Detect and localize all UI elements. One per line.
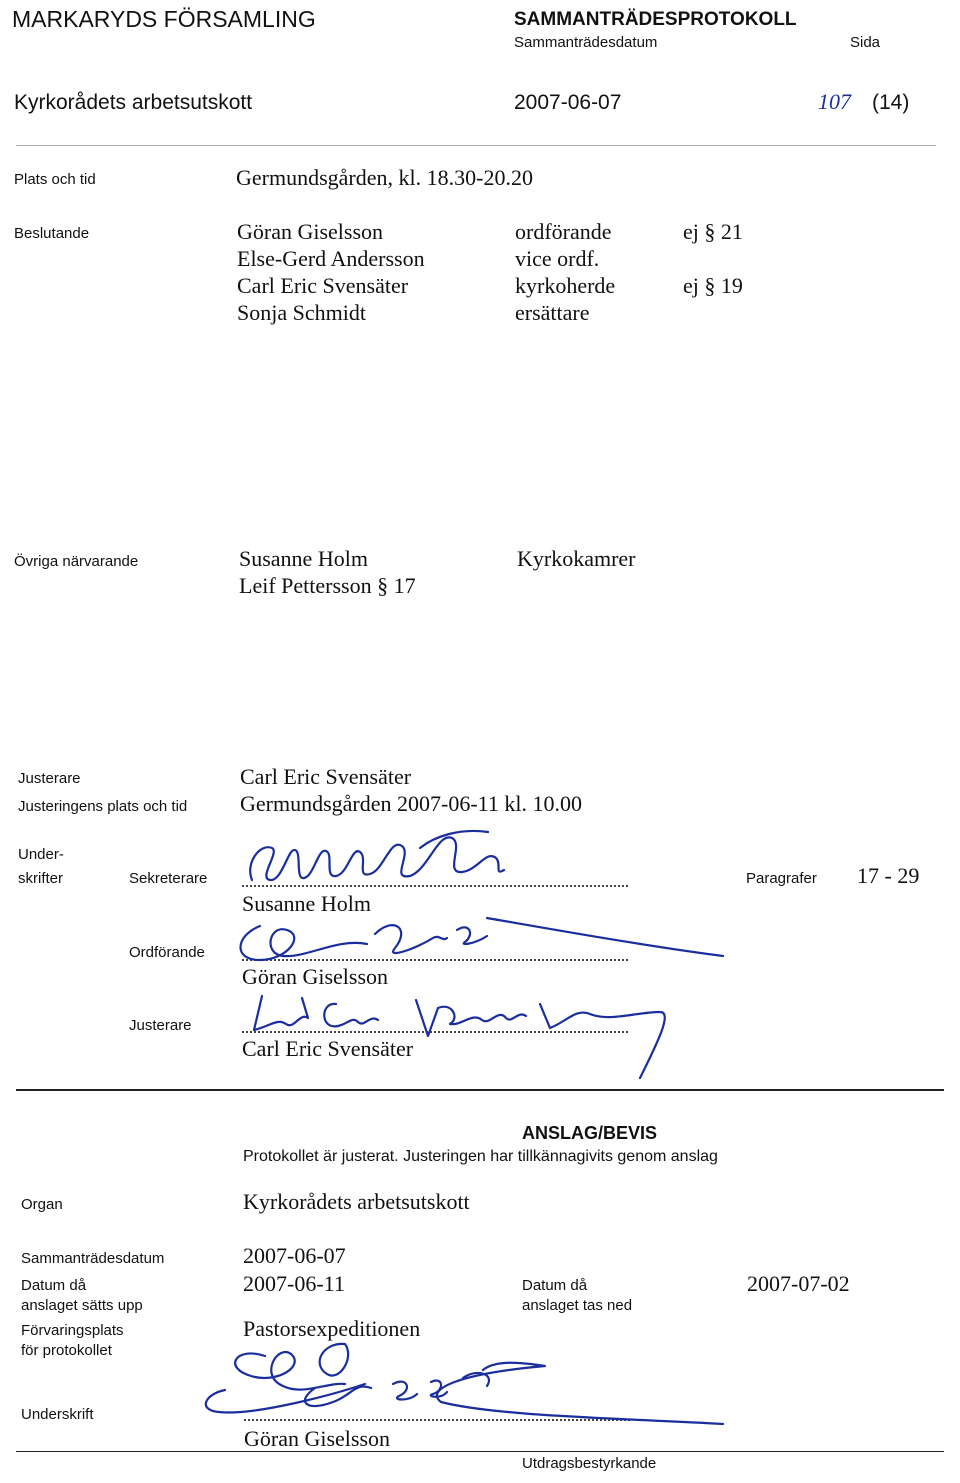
header-divider xyxy=(16,145,936,146)
underskrift-name: Göran Giselsson xyxy=(244,1426,391,1451)
forvaring-label-2: för protokollet xyxy=(21,1342,112,1359)
plats-value: Germundsgården, kl. 18.30-20.20 xyxy=(236,165,533,190)
anslag-upp-value: 2007-06-11 xyxy=(243,1271,345,1296)
underskrifter-label-2: skrifter xyxy=(18,870,63,887)
body-name: Kyrkorådets arbetsutskott xyxy=(14,91,253,114)
justerare-signature xyxy=(240,978,680,1078)
justering-place-label: Justeringens plats och tid xyxy=(18,798,188,815)
utdrag-label: Utdragsbestyrkande xyxy=(522,1455,657,1472)
page-total: (14) xyxy=(872,91,910,114)
anslag-ned-value: 2007-07-02 xyxy=(747,1271,850,1296)
member-role: kyrkoherde xyxy=(515,273,616,298)
organ-label: Organ xyxy=(21,1196,63,1213)
anslag-ned-label-1: Datum då xyxy=(522,1277,588,1294)
member-name: Sonja Schmidt xyxy=(237,300,366,325)
justering-place-value: Germundsgården 2007-06-11 kl. 10.00 xyxy=(240,791,582,816)
sekreterare-label: Sekreterare xyxy=(129,870,208,887)
underskrifter-label-1: Under- xyxy=(18,846,64,863)
forvaring-label-1: Förvaringsplats xyxy=(21,1322,124,1339)
justerare-label: Justerare xyxy=(18,770,81,787)
forvaring-value: Pastorsexpeditionen xyxy=(243,1316,421,1341)
member-note: ej § 21 xyxy=(683,219,743,244)
underskrift-signature xyxy=(195,1338,725,1428)
sammantradesdatum-value: 2007-06-07 xyxy=(243,1243,346,1268)
paragrafer-label: Paragrafer xyxy=(746,870,817,887)
ovriga-name: Susanne Holm xyxy=(239,546,368,571)
justerare-sign-label: Justerare xyxy=(129,1017,192,1034)
ordforande-label: Ordförande xyxy=(129,944,205,961)
anslag-subtitle: Protokollet är justerat. Justeringen har tillkännagivits genom anslag xyxy=(243,1148,718,1165)
ovriga-name: Leif Pettersson § 17 xyxy=(239,573,416,598)
member-role: vice ordf. xyxy=(515,246,600,271)
document-type: SAMMANTRÄDESPROTOKOLL xyxy=(514,9,797,30)
page-number-handwritten: 107 xyxy=(818,89,851,114)
member-name: Else-Gerd Andersson xyxy=(237,246,425,271)
sekreterare-name: Susanne Holm xyxy=(242,891,371,916)
page-label: Sida xyxy=(850,34,881,51)
member-note: ej § 19 xyxy=(683,273,743,298)
anslag-upp-label-2: anslaget sätts upp xyxy=(21,1297,143,1314)
justerare-sign-name: Carl Eric Svensäter xyxy=(242,1036,414,1061)
member-name: Göran Giselsson xyxy=(237,219,384,244)
bottom-divider xyxy=(16,1451,944,1452)
justerare-value: Carl Eric Svensäter xyxy=(240,764,412,789)
organization-name: MARKARYDS FÖRSAMLING xyxy=(12,6,316,32)
member-role: ersättare xyxy=(515,300,590,325)
sekreterare-signature xyxy=(240,818,520,898)
sammantradesdatum-label: Sammanträdesdatum xyxy=(21,1250,165,1267)
section-divider xyxy=(16,1089,944,1091)
underskrift-label: Underskrift xyxy=(21,1406,94,1423)
beslutande-label: Beslutande xyxy=(14,225,90,242)
anslag-ned-label-2: anslaget tas ned xyxy=(522,1297,633,1314)
meeting-date: 2007-06-07 xyxy=(514,91,622,114)
plats-label: Plats och tid xyxy=(14,171,96,188)
ovriga-role: Kyrkokamrer xyxy=(517,546,636,571)
organ-value: Kyrkorådets arbetsutskott xyxy=(243,1189,470,1214)
anslag-title: ANSLAG/BEVIS xyxy=(522,1123,658,1143)
date-label: Sammanträdesdatum xyxy=(514,34,658,51)
ovriga-label: Övriga närvarande xyxy=(14,553,139,570)
member-name: Carl Eric Svensäter xyxy=(237,273,409,298)
member-role: ordförande xyxy=(515,219,612,244)
paragrafer-value: 17 - 29 xyxy=(857,863,920,888)
anslag-upp-label-1: Datum då xyxy=(21,1277,87,1294)
ordforande-name: Göran Giselsson xyxy=(242,964,389,989)
